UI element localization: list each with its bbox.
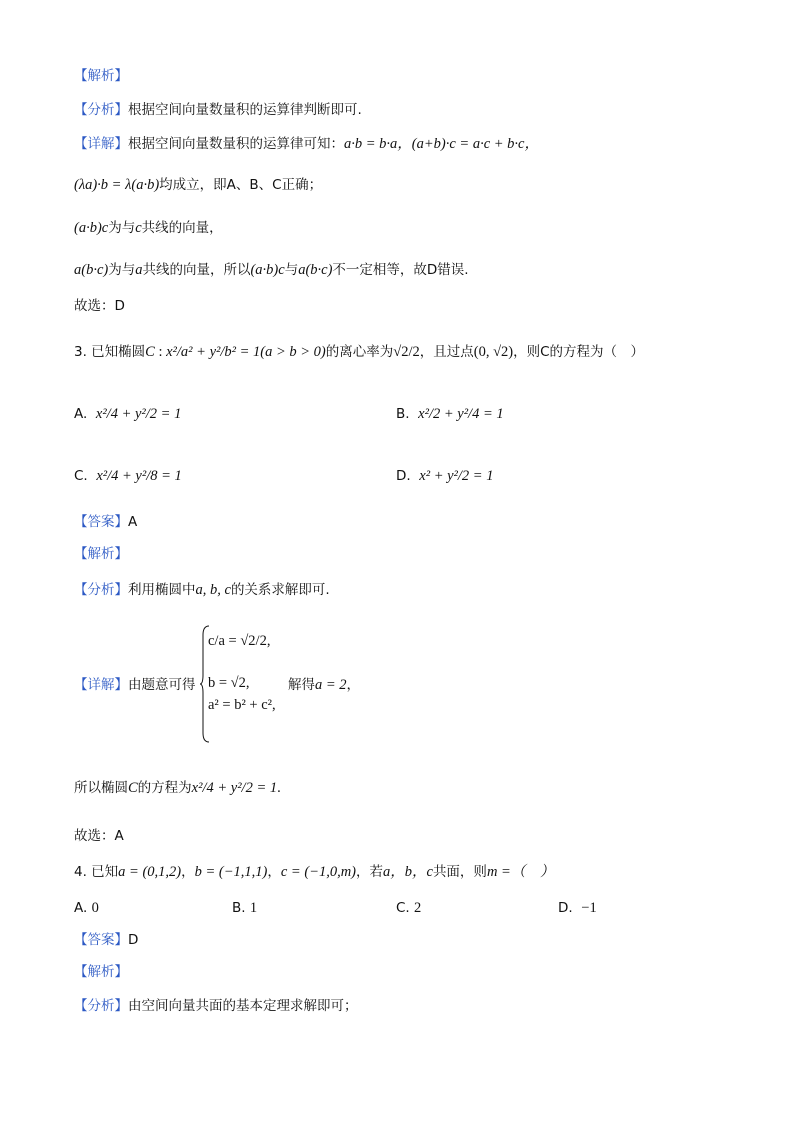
xiangjie-pre: 由题意可得 <box>128 677 196 693</box>
option-label: B. <box>232 900 246 916</box>
q3-prefix: 3. 已知椭圆 <box>74 344 146 360</box>
option-text: x² + y²/2 = 1 <box>419 468 494 484</box>
xiangjie-tag: 【详解】 <box>74 136 128 152</box>
option-label: C. <box>396 900 410 916</box>
q3-option-c[interactable] <box>74 466 182 486</box>
option-text: x²/4 + y²/2 = 1 <box>95 406 182 422</box>
q4-jiexi <box>74 962 128 982</box>
option-text: 0 <box>91 900 99 916</box>
q2-fenxi <box>74 100 362 120</box>
line3-mid: 为与 <box>108 220 136 236</box>
q2-answer <box>74 296 125 316</box>
formula-scalar-assoc: (λa)·b = λ(a·b) <box>74 177 160 193</box>
q3-xiangjie <box>74 675 196 695</box>
jiexi-tag: 【解析】 <box>74 546 128 562</box>
q2-answer-text: 故选：D <box>74 298 125 314</box>
vec-a: a <box>135 262 143 278</box>
option-label: C. <box>74 468 88 484</box>
q4-abc: a，b，c <box>383 864 433 880</box>
q3-mid: 的离心率为 <box>325 344 394 360</box>
conclusion-C: C <box>128 780 138 796</box>
q4-prefix: 4. 已知 <box>74 864 119 880</box>
xiangjie-text: 根据空间向量数量积的运算律可知： <box>128 136 344 152</box>
fenxi-text: 由空间向量共面的基本定理求解即可； <box>128 998 358 1014</box>
system-row-1: c/a = √2/2, <box>208 633 271 649</box>
q4-answer-line <box>74 930 138 950</box>
option-text: x²/2 + y²/4 = 1 <box>418 406 504 422</box>
q2-xiangjie-line2 <box>74 175 322 195</box>
line4-a: 为与 <box>108 262 136 278</box>
system-row-3: a² = b² + c², <box>208 697 276 713</box>
conclusion-pre: 所以椭圆 <box>74 780 128 796</box>
solution-pre: 解得 <box>288 677 315 693</box>
q3-mid2: ，且过点 <box>419 344 474 360</box>
formula-ab-c-2: (a·b)c <box>250 262 285 278</box>
formula-a-bc-2: a(b·c) <box>298 262 333 278</box>
q2-xiangjie-line1 <box>74 134 539 154</box>
formula-commutative-distributive: a·b = b·a，(a+b)·c = a·c + b·c， <box>344 136 539 152</box>
option-text: −1 <box>581 900 597 916</box>
q4-vec-a: a = (0,1,2) <box>118 864 182 880</box>
option-text: 2 <box>414 900 422 916</box>
q4-stem: 4. 已知a = (0,1,2)，b = (−1,1,1)，c = (−1,0,m)，若a，b，c共面，则m =（ ） <box>74 864 555 880</box>
q3-answer-text: 故选：A <box>74 828 124 844</box>
daan-tag: 【答案】 <box>74 514 128 530</box>
q4-mid: ，若 <box>356 864 383 880</box>
fenxi-tag: 【分析】 <box>74 102 128 118</box>
q4-option-c[interactable] <box>396 898 421 918</box>
q3-solution <box>288 675 360 695</box>
fenxi-text: 根据空间向量数量积的运算律判断即可. <box>128 102 362 118</box>
daan-value: D <box>128 932 139 948</box>
q3-answer-line <box>74 512 137 532</box>
q4-vec-c: c = (−1,0,m) <box>280 864 356 880</box>
daan-value: A <box>128 514 138 530</box>
daan-tag: 【答案】 <box>74 932 128 948</box>
equation-system <box>200 625 300 745</box>
q3-final-answer <box>74 826 124 846</box>
jiexi-tag: 【解析】 <box>74 964 128 980</box>
option-text: x²/4 + y²/8 = 1 <box>96 468 182 484</box>
formula-a-bc: a(b·c) <box>74 262 109 278</box>
q3-fenxi <box>74 580 330 600</box>
line3-end: 共线的向量， <box>141 220 223 236</box>
q4-option-d[interactable] <box>558 898 597 918</box>
fenxi-tag: 【分析】 <box>74 582 128 598</box>
option-label: D. <box>558 900 573 916</box>
q3-option-d[interactable] <box>396 466 493 486</box>
q4-vec-b: b = (−1,1,1) <box>194 864 268 880</box>
jiexi-tag: 【解析】 <box>74 68 128 84</box>
q3-ellipse-eq: x²/a² + y²/b² = 1(a > b > 0) <box>166 344 326 360</box>
option-label: A. <box>74 406 88 422</box>
xiangjie-tag: 【详解】 <box>74 677 128 693</box>
q4-end: 共面，则 <box>432 864 487 880</box>
q2-xiangjie-line4 <box>74 260 469 280</box>
formula-ab-c: (a·b)c <box>74 220 109 236</box>
q4-option-b[interactable] <box>232 898 257 918</box>
system-row-2: b = √2, <box>208 675 250 691</box>
q3-end: ，则C的方程为（ ） <box>513 344 645 360</box>
line4-c: 与 <box>284 262 299 278</box>
option-label: A. <box>74 900 88 916</box>
q4-option-a[interactable] <box>74 898 99 918</box>
fenxi-abc: a, b, c <box>195 582 231 598</box>
conclusion-eq: x²/4 + y²/2 = 1 <box>191 780 278 796</box>
option-label: B. <box>396 406 410 422</box>
option-text: 1 <box>249 900 258 916</box>
option-label: D. <box>396 468 411 484</box>
q3-jiexi <box>74 544 128 564</box>
q3-conclusion: 所以椭圆C的方程为x²/4 + y²/2 = 1. <box>74 780 281 796</box>
line4-d: 不一定相等，故D错误. <box>332 262 469 278</box>
fenxi-pre: 利用椭圆中 <box>128 582 196 598</box>
vec-c: c <box>135 220 142 236</box>
q3-option-a[interactable] <box>74 404 181 424</box>
solution-value: a = 2 <box>315 677 347 693</box>
fenxi-post: 的关系求解即可. <box>230 582 330 598</box>
line2-tail: 均成立，即A、B、C正确； <box>159 177 323 193</box>
q3-stem: 3. 已知椭圆C : x²/a² + y²/b² = 1(a > b > 0)的离心率为√2/2，且过点(0, √2)，则C的方程为（ ） <box>74 344 645 360</box>
conclusion-mid: 的方程为 <box>137 780 192 796</box>
line4-b: 共线的向量，所以 <box>142 262 251 278</box>
q2-xiangjie-line3 <box>74 218 223 238</box>
solution-end: ， <box>346 677 361 693</box>
q3-point: (0, √2) <box>473 344 514 360</box>
q4-m: m =（ ） <box>486 864 555 880</box>
q3-option-b[interactable] <box>396 404 504 424</box>
jiexi-heading <box>74 66 128 86</box>
q3-C: C <box>145 344 155 360</box>
q3-eccentricity: √2/2 <box>393 344 420 360</box>
q4-fenxi <box>74 996 358 1016</box>
fenxi-tag: 【分析】 <box>74 998 128 1014</box>
